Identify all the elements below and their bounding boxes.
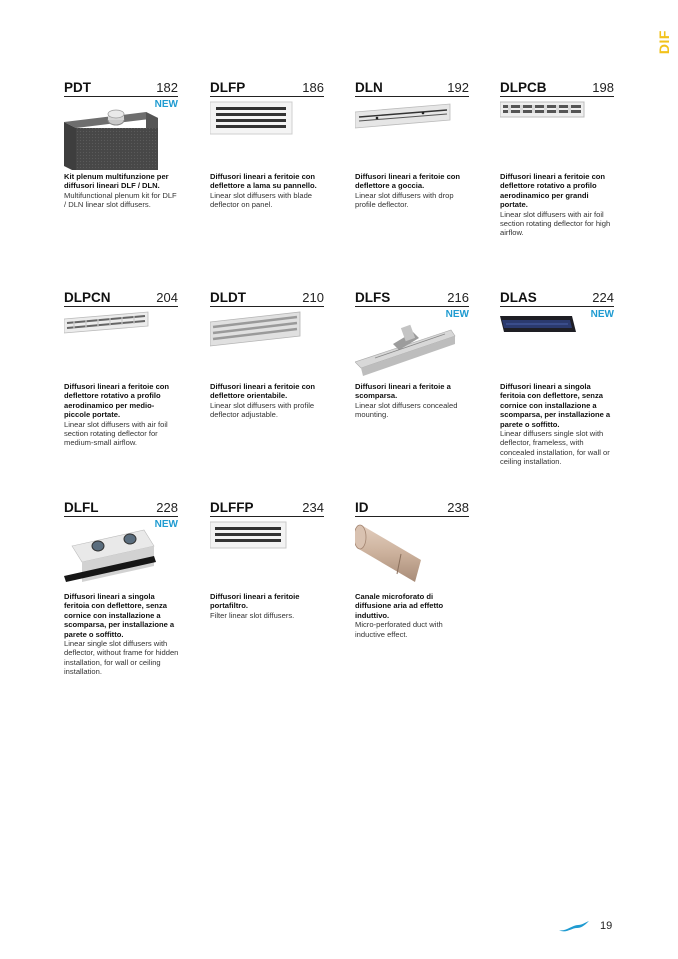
section-tab: DIF: [656, 30, 672, 55]
product-description: Diffusori lineari a feritoie con deflettore a goccia. Linear slot diffusers with drop profile deflector.: [355, 172, 461, 210]
card-header: [500, 290, 614, 307]
product-description: Diffusori lineari a feritoie portafiltro. Filter linear slot diffusers.: [210, 592, 300, 620]
page-reference: 186: [302, 80, 324, 95]
product-card-id[interactable]: [355, 500, 469, 639]
product-card-dlfs[interactable]: [355, 290, 469, 420]
product-description: Diffusori lineari a singola feritoia con deflettore, senza cornice con installazione a scomparsa, per installazione a parete o soffitto. Linear single slot diffusers with deflector, without frame for hidden installation, for wall or ceiling installation.: [64, 592, 179, 677]
product-code: ID: [355, 500, 369, 515]
card-header: [500, 80, 614, 97]
concealed-slot-image: [355, 310, 469, 380]
product-description: Diffusori lineari a feritoie con deflettore rotativo a profilo aerodinamico per grandi portate. Linear slot diffusers with air foil section rotating deflector for high airflow.: [500, 172, 611, 238]
card-header: [210, 500, 324, 517]
card-header: [64, 80, 178, 97]
page-reference: 204: [156, 290, 178, 305]
product-code: DLPCN: [64, 290, 111, 305]
plenum-diffuser-image: [64, 520, 178, 590]
page-reference: 238: [447, 500, 469, 515]
product-card-dlfp[interactable]: [210, 80, 324, 210]
product-code: DLFL: [64, 500, 99, 515]
card-header: [64, 500, 178, 517]
product-description: Kit plenum multifunzione per diffusori lineari DLF / DLN. Multifunctional plenum kit for DLF / DLN linear slot diffusers.: [64, 172, 177, 210]
product-description: Diffusori lineari a feritoie a scomparsa. Linear slot diffusers concealed mounting.: [355, 382, 458, 420]
product-description: Diffusori lineari a feritoie con deflettore rotativo a profilo aerodinamico per medio-piccole portate. Linear slot diffusers with air foil section rotating deflector for medium-small airflow.: [64, 382, 170, 448]
product-description: Diffusori lineari a feritoie con deflettore orientabile. Linear slot diffusers with profile deflector adjustable.: [210, 382, 316, 420]
product-description: Diffusori lineari a singola feritoia con deflettore, senza cornice con installazione a scomparsa, per installazione a parete o soffitto. Linear diffusers single slot with deflector, frameless, with concealed installation, for wall or ceiling installation.: [500, 382, 611, 467]
adjustable-deflector-image: [210, 310, 324, 380]
page-reference: 228: [156, 500, 178, 515]
product-code: DLFS: [355, 290, 391, 305]
plenum-box-image: [64, 100, 178, 170]
linear-diffuser-image: [355, 100, 469, 170]
product-code: DLFP: [210, 80, 246, 95]
product-card-dlpcn[interactable]: [64, 290, 178, 448]
new-badge: NEW: [445, 309, 469, 320]
slot-panel-image: [210, 100, 324, 170]
product-code: DLN: [355, 80, 383, 95]
product-card-dlas[interactable]: [500, 290, 614, 467]
wave-logo-icon: [558, 920, 590, 934]
card-header: [64, 290, 178, 307]
card-header: [355, 290, 469, 307]
product-description: Diffusori lineari a feritoie con deflettore a lama su pannello. Linear slot diffusers with blade deflector on panel.: [210, 172, 317, 210]
single-slot-diffuser-image: [500, 310, 614, 380]
rotating-deflector-image: [64, 310, 178, 380]
product-code: DLAS: [500, 290, 537, 305]
product-code: DLPCB: [500, 80, 547, 95]
page-reference: 224: [592, 290, 614, 305]
product-card-dln[interactable]: [355, 80, 469, 210]
card-header: [210, 80, 324, 97]
product-card-dldt[interactable]: [210, 290, 324, 420]
new-badge: NEW: [154, 519, 178, 530]
page-reference: 234: [302, 500, 324, 515]
product-card-dlfl[interactable]: [64, 500, 179, 677]
product-card-pdt[interactable]: [64, 80, 178, 210]
product-card-dlpcb[interactable]: [500, 80, 614, 238]
micro-perforated-duct-image: [355, 520, 469, 590]
product-code: DLDT: [210, 290, 246, 305]
filter-slot-image: [210, 520, 324, 590]
page-number: 19: [600, 920, 613, 932]
product-description: Canale microforato di diffusione aria ad effetto induttivo. Micro-perforated duct with inductive effect.: [355, 592, 444, 639]
card-header: [355, 80, 469, 97]
card-header: [210, 290, 324, 307]
page-reference: 182: [156, 80, 178, 95]
page-reference: 216: [447, 290, 469, 305]
product-code: PDT: [64, 80, 91, 95]
card-header: [355, 500, 469, 517]
product-code: DLFFP: [210, 500, 254, 515]
new-badge: NEW: [154, 99, 178, 110]
product-card-dlffp[interactable]: [210, 500, 324, 620]
page-reference: 192: [447, 80, 469, 95]
page-reference: 198: [592, 80, 614, 95]
new-badge: NEW: [590, 309, 614, 320]
page-reference: 210: [302, 290, 324, 305]
rotating-deflector-image: [500, 100, 614, 170]
